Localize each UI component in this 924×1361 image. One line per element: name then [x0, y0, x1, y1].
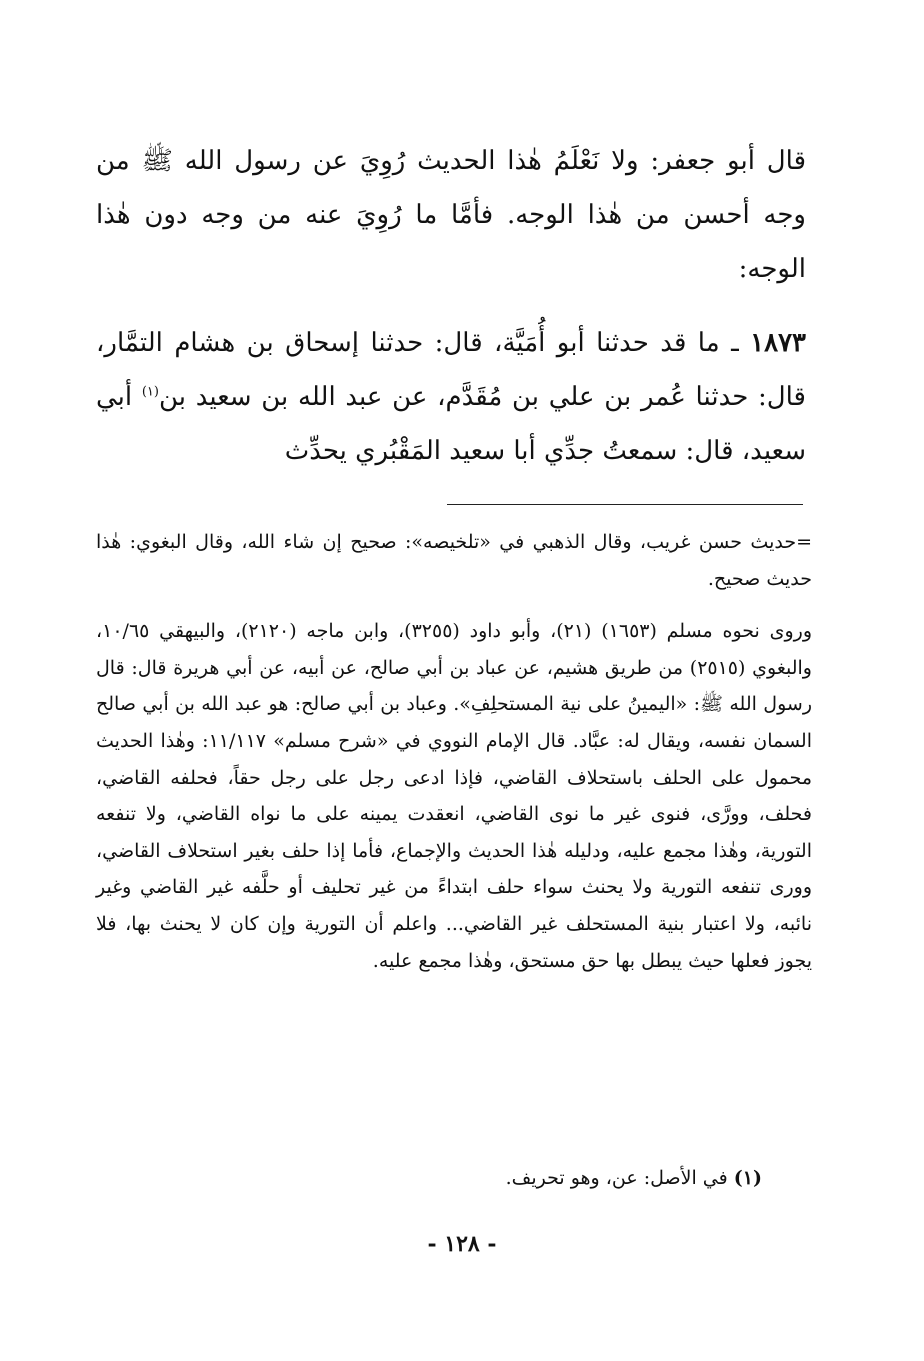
hadith-number: ١٨٧٣: [750, 328, 806, 358]
footnote-reference: (١): [141, 384, 159, 400]
footnote-divider: [447, 504, 803, 505]
intro-text: قال أبو جعفر: ولا نَعْلَمُ هٰذا الحديث رُوِيَ عن رسول الله ﷺ من وجه أحسن من هٰذا الوجه. فأمَّا ما رُوِيَ عنه من وجه دون هٰذا الوجه:: [96, 146, 806, 284]
hadith-text-part2: أبي سعيد، قال: سمعتُ جدِّي أبا سعيد المَقْبُري يحدِّث: [96, 382, 806, 466]
commentary-paragraph-2: وروى نحوه مسلم (١٦٥٣) (٢١)، وأبو داود (٣٢٥٥)، وابن ماجه (٢١٢٠)، والبيهقي ١٠/٦٥، والبغوي (٢٥١٥) من طريق هشيم، عن عباد بن أبي صالح، عن أبيه، عن أبي هريرة قال: قال رسول الله ﷺ: «اليمينُ على نية المستحلِفِ». وعباد بن أبي صالح: هو عبد الله بن أبي صالح السمان نفسه، ويقال له: عبَّاد. قال الإمام النووي في «شرح مسلم» ١١/١١٧: وهٰذا الحديث محمول على الحلف باستحلاف القاضي، فإذا ادعى رجل على رجل حقاً، فحلفه القاضي، فحلف، وورَّى، فنوى غير ما نوى القاضي، انعقدت يمينه على ما نواه القاضي، ولا تنفعه التورية، وهٰذا مجمع عليه، ودليله هٰذا الحديث والإجماع، فأما إذا حلف بغير استحلاف القاضي، وورى تنفعه التورية ولا يحنث سواء حلف ابتداءً من غير تحليف أو حلَّفه غير القاضي وغير نائبه، ولا اعتبار بنية المستحلف غير القاضي... واعلم أن التورية وإن كان لا يحنث بها، فلا يجوز فعلها حيث يبطل بها حق مستحق، وهٰذا مجمع عليه.: [96, 620, 812, 972]
footnote-1: [96, 1160, 762, 1196]
main-text: [96, 134, 806, 478]
footnote-marker: (١): [733, 1167, 762, 1189]
footnote-text: في الأصل: عن، وهو تحريف.: [505, 1167, 734, 1189]
hadith-text-part1: ـ ما قد حدثنا أبو أُمَيَّة، قال: حدثنا إسحاق بن هشام التمَّار، قال: حدثنا عُمر بن علي بن مُقَدَّم، عن عبد الله بن سعيد بن: [96, 328, 806, 412]
page-number: - ١٢٨ -: [427, 1231, 497, 1257]
commentary-paragraph-1: =حديث حسن غريب، وقال الذهبي في «تلخيصه»: صحيح إن شاء الله، وقال البغوي: هٰذا حديث صحيح.: [96, 531, 812, 590]
commentary-notes: [96, 524, 812, 979]
hadith-paragraph: [96, 316, 806, 478]
intro-paragraph: [96, 134, 806, 296]
